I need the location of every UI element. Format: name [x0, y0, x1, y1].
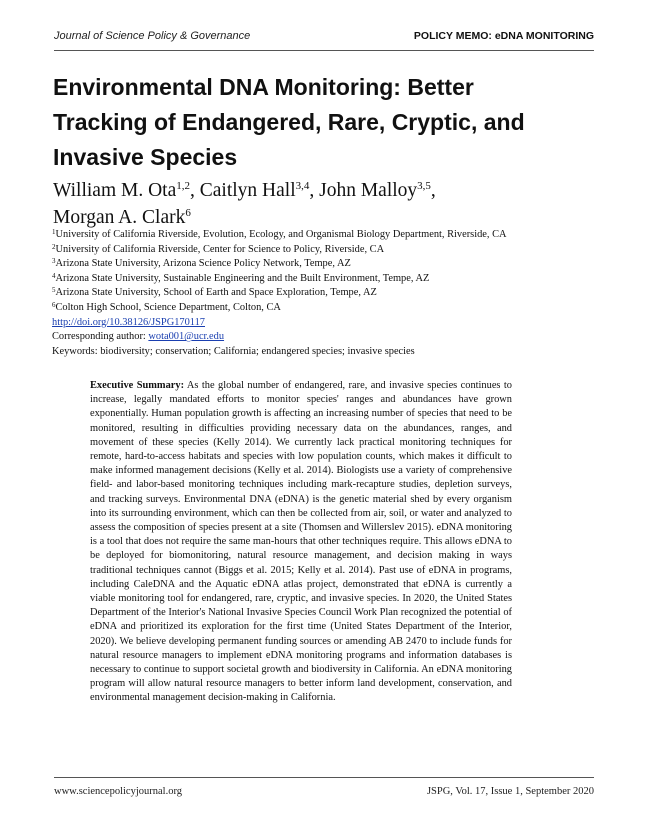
author-separator: , — [190, 180, 200, 201]
author-affiliation-marker: 3,5 — [417, 180, 431, 192]
executive-summary-label: Executive Summary: — [90, 380, 185, 391]
affiliation-text: Colton High School, Science Department, Colton, CA — [55, 301, 281, 313]
keywords-row — [52, 345, 597, 360]
corresponding-author-row — [52, 330, 597, 345]
author-affiliation-marker: 6 — [185, 207, 191, 219]
affiliation-number: 2 — [52, 242, 56, 251]
section-label: POLICY MEMO: eDNA MONITORING — [413, 30, 594, 42]
executive-summary-text: As the global number of endangered, rare, and invasive species continues to increase, legally mandated efforts to monitor species' ranges and abundances have grown exponentially. Human population growth is affecting an increasing number of species that need to be monitored, resulting in difficulties providing necessary data on the abundances, ranges, and movement of these species (Kelly 2014). We currently lack practical monitoring techniques for remote, hard-to-access habitats and species with low population counts, which makes it difficult to make informed management decisions (Kelly et al. 2014). Biologists use a variety of comprehensive field- and labor-based monitoring techniques including mark-recapture studies, depletion surveys, and tracking surveys. Environmental DNA (eDNA) is the genetic material shed by every organism into its surrounding environment, which can then be collected from air, soil, or water and analyzed to assess the composition of species present at a site (Thomsen and Willerslev 2015). eDNA monitoring is a tool that does not require the same man-hours that other techniques require. This allows eDNA to be deployed for biomonitoring, natural resource management, and decision making in ways traditional techniques cannot (Biggs et al. 2015; Kelly et al. 2014). Past use of eDNA in programs, including CaleDNA and the Aquatic eDNA atlas project, demonstrated that eDNA is currently a viable monitoring tool for endangered, rare, cryptic, and invasive species. In 2020, the United States Department of the Interior's National Invasive Species Council Work Plan recognized the potential of eDNA and prioritized its exploration for the first time (United States Department of the Interior, 2020). We believe developing permanent funding sources or amending AB 2470 to include funds for natural resource managers to implement eDNA monitoring programs and information databases is necessary to continue to support societal growth and biodiversity in California. An eDNA monitoring program will allow natural resource managers to better inform land development, conservation, and environmental management decision-making in California. — [90, 380, 512, 704]
doi-link[interactable]: http://doi.org/10.38126/JSPG170117 — [52, 316, 205, 328]
keywords-label: Keywords: — [52, 345, 101, 357]
keywords-text: biodiversity; conservation; California; endangered species; invasive species — [100, 345, 415, 357]
doi-row — [52, 316, 597, 331]
author-name: Morgan A. Clark — [53, 207, 186, 228]
footer-rule — [54, 777, 594, 778]
header-rule — [54, 50, 594, 51]
affiliation-item — [52, 272, 597, 287]
affiliation-item — [52, 257, 597, 272]
affiliation-number: 1 — [52, 228, 56, 236]
affiliation-text: University of California Riverside, Evolution, Ecology, and Organismal Biology Department, Riverside, CA — [55, 229, 507, 240]
journal-name: Journal of Science Policy & Governance — [54, 30, 251, 42]
author-separator: , — [309, 180, 320, 201]
footer-website: www.sciencepolicyjournal.org — [54, 786, 183, 797]
affiliation-item — [52, 301, 597, 316]
article-metadata — [52, 228, 597, 359]
affiliation-item — [52, 243, 597, 258]
affiliation-number: 3 — [52, 257, 56, 266]
affiliation-text: Arizona State University, Sustainable Engineering and the Built Environment, Tempe, AZ — [55, 272, 430, 284]
affiliation-text: Arizona State University, Arizona Science Policy Network, Tempe, AZ — [55, 258, 351, 270]
affiliation-item — [52, 286, 597, 301]
author-name: John Malloy — [319, 180, 418, 201]
affiliation-text: Arizona State University, School of Earth and Space Exploration, Tempe, AZ — [55, 287, 377, 299]
running-header — [54, 30, 594, 46]
author-affiliation-marker: 3,4 — [295, 180, 310, 192]
affiliation-text: University of California Riverside, Center for Science to Policy, Riverside, CA — [55, 243, 385, 255]
affiliation-number: 6 — [52, 300, 56, 309]
corresponding-author-label: Corresponding author: — [52, 331, 149, 343]
article-title: Environmental DNA Monitoring: Better Tracking of Endangered, Rare, Cryptic, and Invasive Species — [53, 74, 525, 170]
executive-summary — [90, 379, 512, 706]
corresponding-email-link[interactable]: wota001@ucr.edu — [148, 331, 225, 343]
affiliation-number: 4 — [52, 271, 56, 280]
author-name: William M. Ota — [53, 180, 177, 201]
author-separator: , — [430, 180, 436, 201]
affiliation-number: 5 — [52, 286, 56, 295]
footer-citation: JSPG, Vol. 17, Issue 1, September 2020 — [426, 786, 594, 797]
author-affiliation-marker: 1,2 — [176, 180, 190, 192]
author-list — [53, 177, 593, 231]
affiliation-item — [52, 228, 597, 243]
author-name: Caitlyn Hall — [199, 180, 296, 201]
